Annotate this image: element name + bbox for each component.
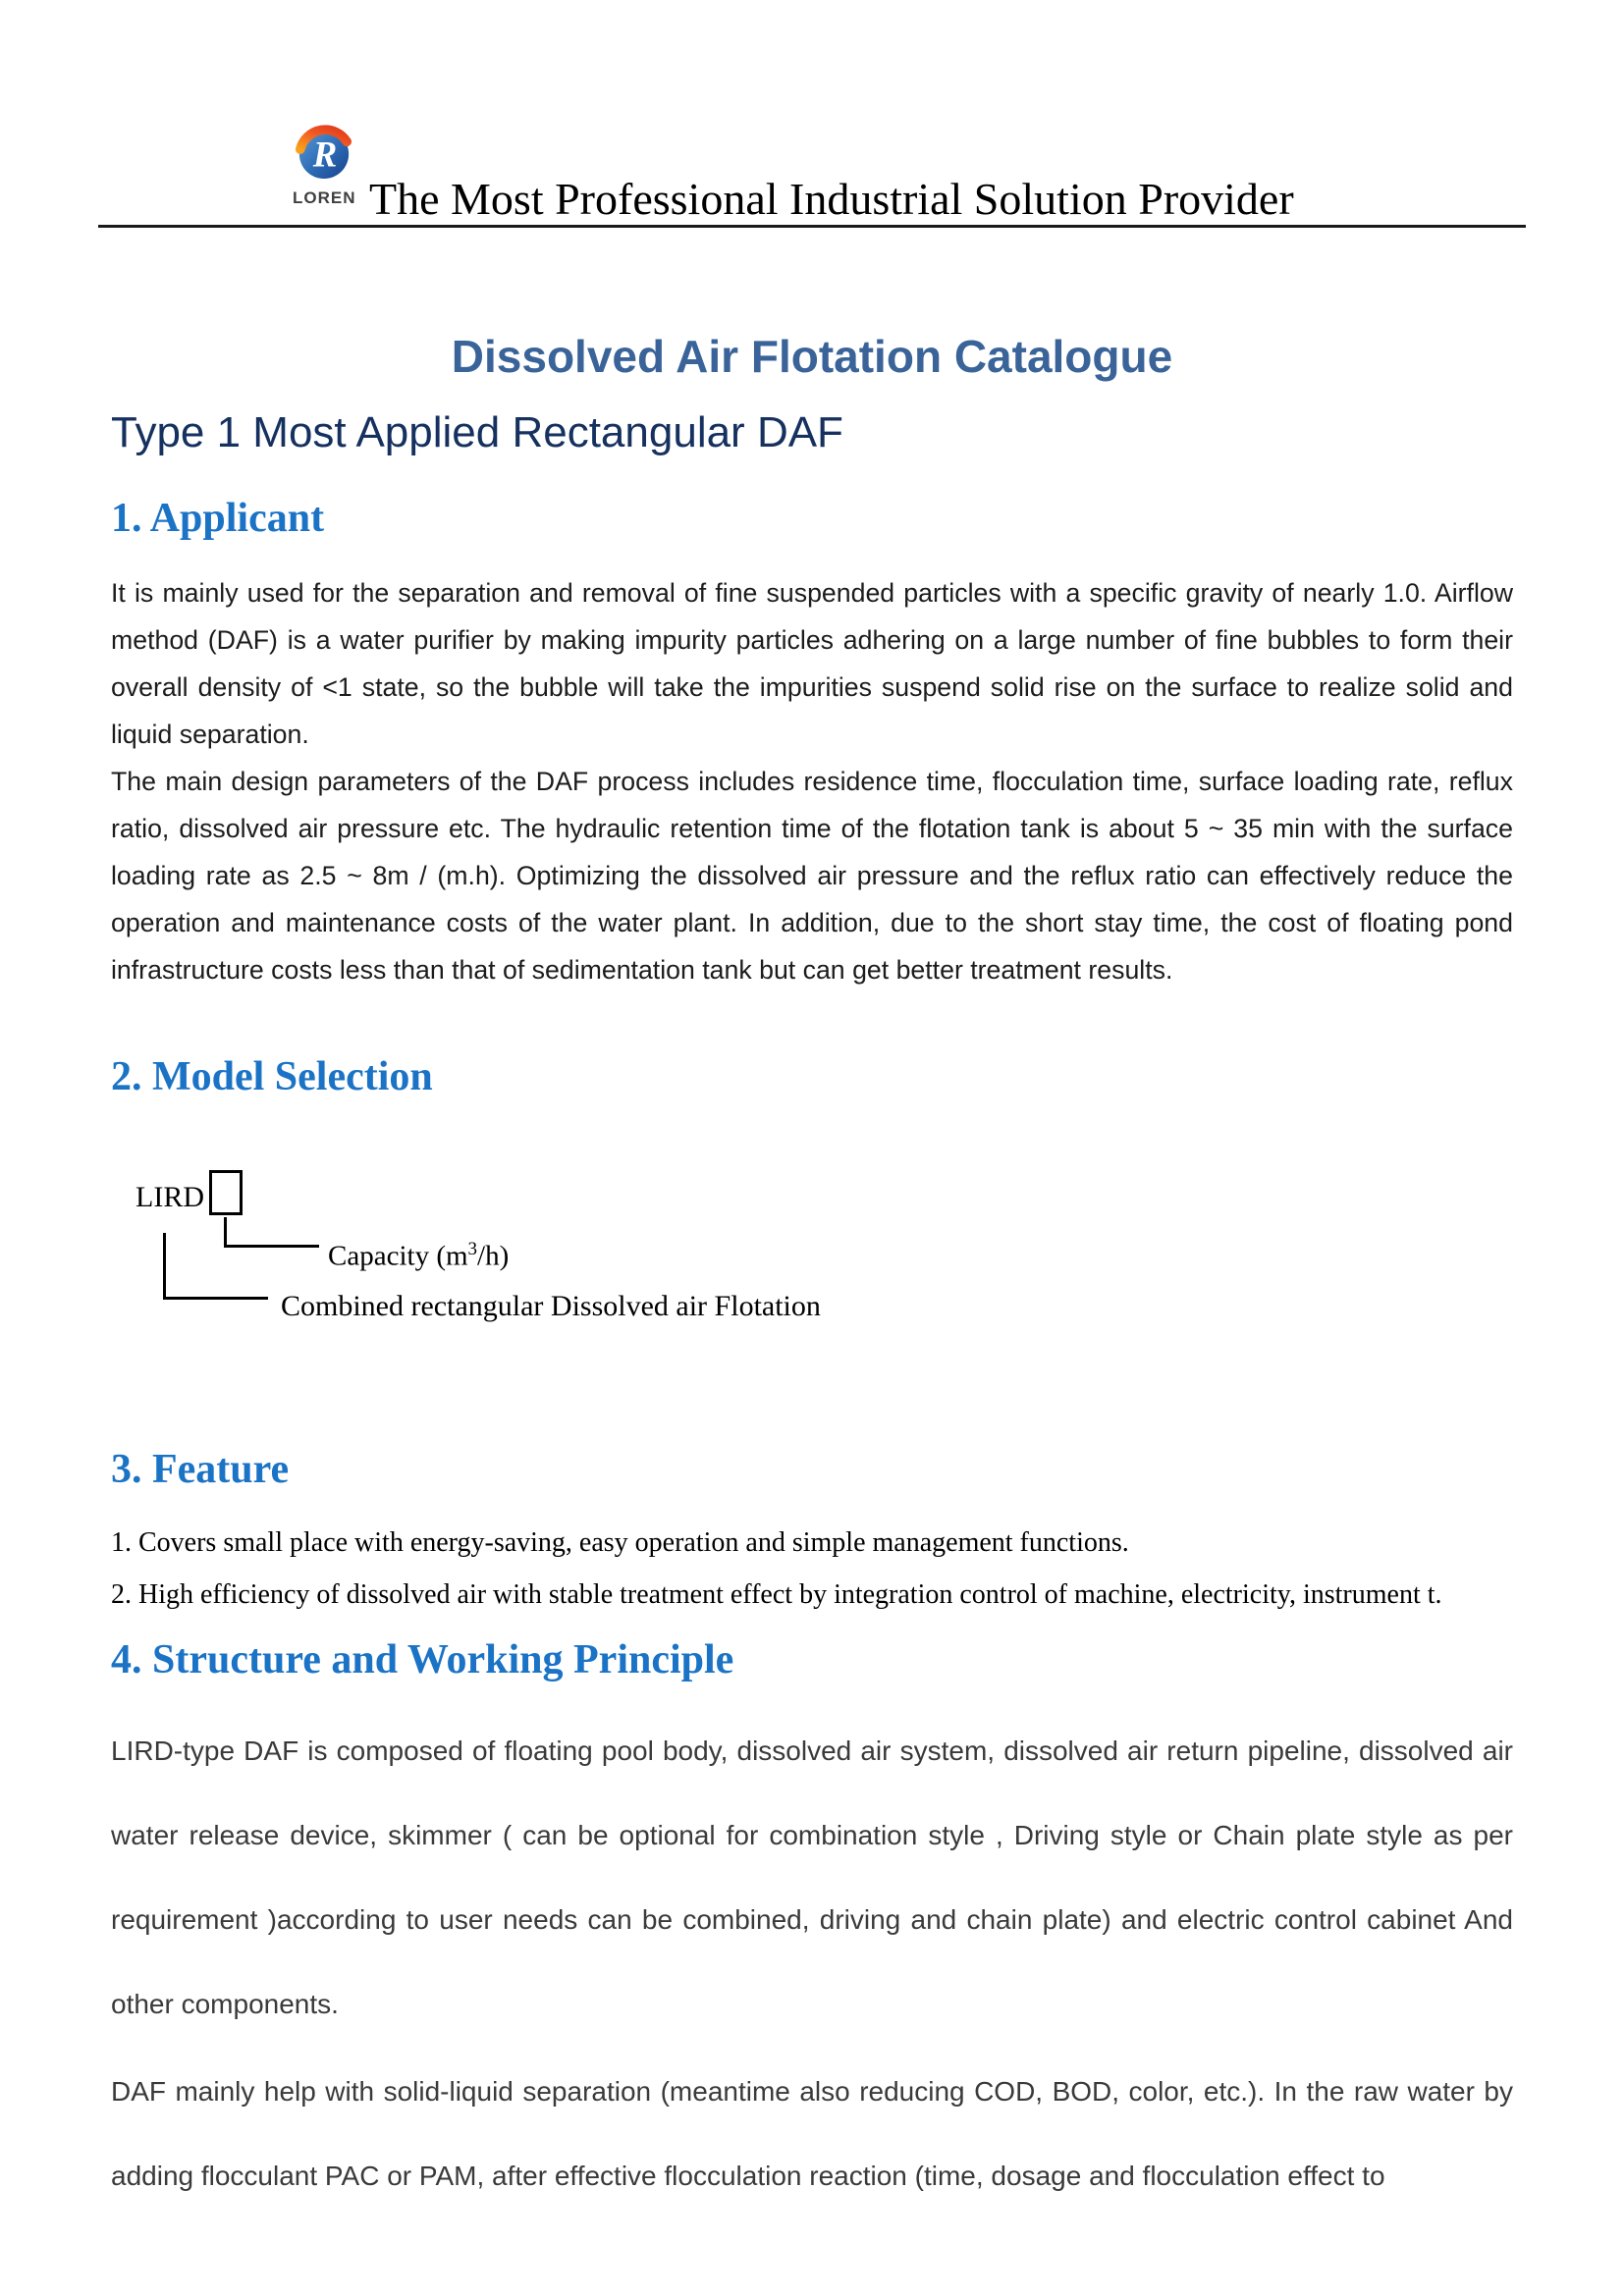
document-title: Dissolved Air Flotation Catalogue	[451, 331, 1173, 382]
capacity-connector-line	[224, 1217, 319, 1248]
loren-logo-icon	[296, 121, 352, 182]
header-rule	[98, 225, 1526, 228]
company-logo	[293, 121, 355, 208]
header-tagline: The Most Professional Industrial Solution Provider	[369, 174, 1294, 224]
structure-paragraph-1: LIRD-type DAF is composed of floating pool body, dissolved air system, dissolved air return pipeline, dissolved air water release device, skimmer ( can be optional for combination style , Driving style or Chain plate style as per requirement )according to user needs can be combined, driving and chain plate) and electric control cabinet And other components.	[111, 1735, 1513, 2019]
combined-connector-line	[163, 1233, 268, 1300]
section-heading-applicant: 1. Applicant	[111, 496, 325, 541]
applicant-paragraph-2: The main design parameters of the DAF process includes residence time, flocculation time, surface loading rate, reflux ratio, dissolved air pressure etc. The hydraulic retention time of the flotation tank is about 5 ~ 35 min with the surface loading rate as 2.5 ~ 8m / (m.h). Optimizing the dissolved air pressure and the reflux ratio can effectively reduce the operation and maintenance costs of the water plant. In addition, due to the short stay time, the cost of floating pond infrastructure costs less than that of sedimentation tank but can get better treatment results.	[111, 767, 1513, 985]
applicant-text	[111, 569, 1513, 993]
model-capacity-box	[209, 1170, 243, 1215]
capacity-label	[328, 1239, 509, 1273]
feature-item-1: 1. Covers small place with energy-saving, easy operation and simple management functions.	[111, 1527, 1129, 1558]
section-heading-model-selection: 2. Model Selection	[111, 1054, 433, 1099]
capacity-label-suffix: /h)	[477, 1240, 510, 1272]
type-title: Type 1 Most Applied Rectangular DAF	[111, 408, 843, 456]
combined-label: Combined rectangular Dissolved air Flotation	[281, 1290, 821, 1322]
capacity-label-superscript: 3	[467, 1239, 478, 1259]
model-code-label: LIRD	[135, 1181, 204, 1213]
capacity-label-prefix: Capacity (m	[328, 1240, 468, 1272]
applicant-paragraph-1: It is mainly used for the separation and removal of fine suspended particles with a specific gravity of nearly 1.0. Airflow method (DAF) is a water purifier by making impurity particles adhering on a large number of fine bubbles to form their overall density of <1 state, so the bubble will take the impurities suspend solid rise on the surface to realize solid and liquid separation.	[111, 578, 1513, 749]
logo-letter-r: R	[312, 133, 338, 175]
feature-item-2: 2. High efficiency of dissolved air with stable treatment effect by integration control of machine, electricity, instrument t.	[111, 1579, 1442, 1610]
section-heading-feature: 3. Feature	[111, 1447, 290, 1492]
section-heading-structure: 4. Structure and Working Principle	[111, 1637, 734, 1682]
structure-paragraph-2: DAF mainly help with solid-liquid separation (meantime also reducing COD, BOD, color, etc.). In the raw water by adding flocculant PAC or PAM, after effective flocculation reaction (time, dosage and flocculation effect to	[111, 2076, 1513, 2191]
brand-name: LOREN	[293, 188, 356, 207]
